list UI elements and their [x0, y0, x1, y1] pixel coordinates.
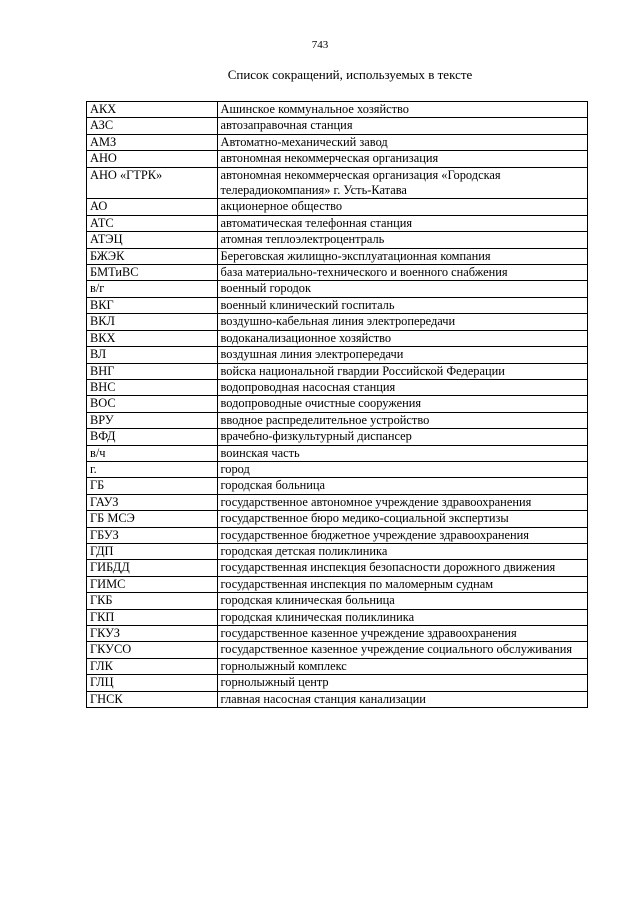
abbreviations-table-body [87, 102, 588, 708]
abbreviation-cell: ВНГ [87, 363, 218, 379]
table-row [87, 232, 588, 248]
definition-cell: автоматическая телефонная станция [217, 215, 587, 231]
definition-cell: горнолыжный центр [217, 675, 587, 691]
abbreviation-cell: БЖЭК [87, 248, 218, 264]
abbreviation-cell: ВКГ [87, 297, 218, 313]
abbreviation-cell: ГЛЦ [87, 675, 218, 691]
definition-cell: военный клинический госпиталь [217, 297, 587, 313]
definition-cell: водопроводные очистные сооружения [217, 396, 587, 412]
table-row [87, 347, 588, 363]
table-row [87, 511, 588, 527]
abbreviation-cell: ГБ [87, 478, 218, 494]
abbreviation-cell: в/ч [87, 445, 218, 461]
definition-cell: государственное казенное учреждение социального обслуживания [217, 642, 587, 658]
table-row [87, 642, 588, 658]
table-row [87, 314, 588, 330]
definition-cell: автозаправочная станция [217, 118, 587, 134]
table-row [87, 691, 588, 707]
table-row [87, 626, 588, 642]
abbreviation-cell: АТС [87, 215, 218, 231]
definition-cell: воинская часть [217, 445, 587, 461]
abbreviation-cell: ГИБДД [87, 560, 218, 576]
abbreviation-cell: АМЗ [87, 134, 218, 150]
definition-cell: атомная теплоэлектроцентраль [217, 232, 587, 248]
definition-cell: вводное распределительное устройство [217, 412, 587, 428]
abbreviation-cell: ГБ МСЭ [87, 511, 218, 527]
table-row [87, 379, 588, 395]
abbreviation-cell: ГКУСО [87, 642, 218, 658]
definition-cell: город [217, 461, 587, 477]
table-row [87, 215, 588, 231]
definition-cell: государственное автономное учреждение здравоохранения [217, 494, 587, 510]
definition-cell: автономная некоммерческая организация [217, 151, 587, 167]
abbreviation-cell: АНО [87, 151, 218, 167]
table-row [87, 412, 588, 428]
abbreviation-cell: АНО «ГТРК» [87, 167, 218, 199]
abbreviation-cell: ВФД [87, 429, 218, 445]
definition-cell: водоканализационное хозяйство [217, 330, 587, 346]
abbreviations-table [86, 101, 588, 708]
abbreviation-cell: ГИМС [87, 576, 218, 592]
table-row [87, 297, 588, 313]
table-row [87, 675, 588, 691]
table-row [87, 265, 588, 281]
table-row [87, 478, 588, 494]
abbreviation-cell: ГАУЗ [87, 494, 218, 510]
definition-cell: водопроводная насосная станция [217, 379, 587, 395]
abbreviation-cell: ГЛК [87, 658, 218, 674]
definition-cell: государственная инспекция по маломерным суднам [217, 576, 587, 592]
table-row [87, 593, 588, 609]
table-row [87, 445, 588, 461]
table-row [87, 396, 588, 412]
abbreviation-cell: г. [87, 461, 218, 477]
abbreviation-cell: АЗС [87, 118, 218, 134]
table-row [87, 102, 588, 118]
table-row [87, 658, 588, 674]
table-row [87, 248, 588, 264]
definition-cell: городская детская поликлиника [217, 543, 587, 559]
abbreviation-cell: ГКУЗ [87, 626, 218, 642]
table-row [87, 429, 588, 445]
definition-cell: Автоматно-механический завод [217, 134, 587, 150]
table-row [87, 134, 588, 150]
table-row [87, 494, 588, 510]
definition-cell: база материально-технического и военного снабжения [217, 265, 587, 281]
definition-cell: государственное бюджетное учреждение здравоохранения [217, 527, 587, 543]
definition-cell: городская больница [217, 478, 587, 494]
definition-cell: воздушная линия электропередачи [217, 347, 587, 363]
definition-cell: главная насосная станция канализации [217, 691, 587, 707]
table-row [87, 167, 588, 199]
definition-cell: Ашинское коммунальное хозяйство [217, 102, 587, 118]
table-row [87, 330, 588, 346]
table-row [87, 118, 588, 134]
table-row [87, 461, 588, 477]
abbreviation-cell: ВРУ [87, 412, 218, 428]
abbreviation-cell: ГНСК [87, 691, 218, 707]
definition-cell: горнолыжный комплекс [217, 658, 587, 674]
abbreviation-cell: ГКБ [87, 593, 218, 609]
abbreviation-cell: ВОС [87, 396, 218, 412]
table-row [87, 281, 588, 297]
definition-cell: войска национальной гвардии Российской Федерации [217, 363, 587, 379]
abbreviation-cell: БМТиВС [87, 265, 218, 281]
definition-cell: государственное бюро медико-социальной экспертизы [217, 511, 587, 527]
abbreviation-cell: ГДП [87, 543, 218, 559]
abbreviation-cell: АТЭЦ [87, 232, 218, 248]
definition-cell: воздушно-кабельная линия электропередачи [217, 314, 587, 330]
abbreviation-cell: ВКХ [87, 330, 218, 346]
table-row [87, 609, 588, 625]
table-row [87, 527, 588, 543]
table-row [87, 543, 588, 559]
definition-cell: государственное казенное учреждение здравоохранения [217, 626, 587, 642]
page-number: 743 [311, 39, 329, 51]
definition-cell: военный городок [217, 281, 587, 297]
definition-cell: городская клиническая больница [217, 593, 587, 609]
abbreviation-cell: в/г [87, 281, 218, 297]
definition-cell: акционерное общество [217, 199, 587, 215]
abbreviation-cell: ВЛ [87, 347, 218, 363]
abbreviation-cell: ВКЛ [87, 314, 218, 330]
abbreviation-cell: ВНС [87, 379, 218, 395]
abbreviation-cell: АКХ [87, 102, 218, 118]
table-row [87, 199, 588, 215]
abbreviation-cell: АО [87, 199, 218, 215]
definition-cell: Береговская жилищно-эксплуатационная компания [217, 248, 587, 264]
definition-cell: государственная инспекция безопасности дорожного движения [217, 560, 587, 576]
definition-cell: автономная некоммерческая организация «Городская телерадиокомпания» г. Усть-Катава [217, 167, 587, 199]
table-row [87, 560, 588, 576]
page-title: Список сокращений, используемых в тексте [227, 67, 473, 82]
definition-cell: врачебно-физкультурный диспансер [217, 429, 587, 445]
definition-cell: городская клиническая поликлиника [217, 609, 587, 625]
abbreviation-cell: ГБУЗ [87, 527, 218, 543]
table-row [87, 151, 588, 167]
table-row [87, 576, 588, 592]
table-row [87, 363, 588, 379]
abbreviation-cell: ГКП [87, 609, 218, 625]
